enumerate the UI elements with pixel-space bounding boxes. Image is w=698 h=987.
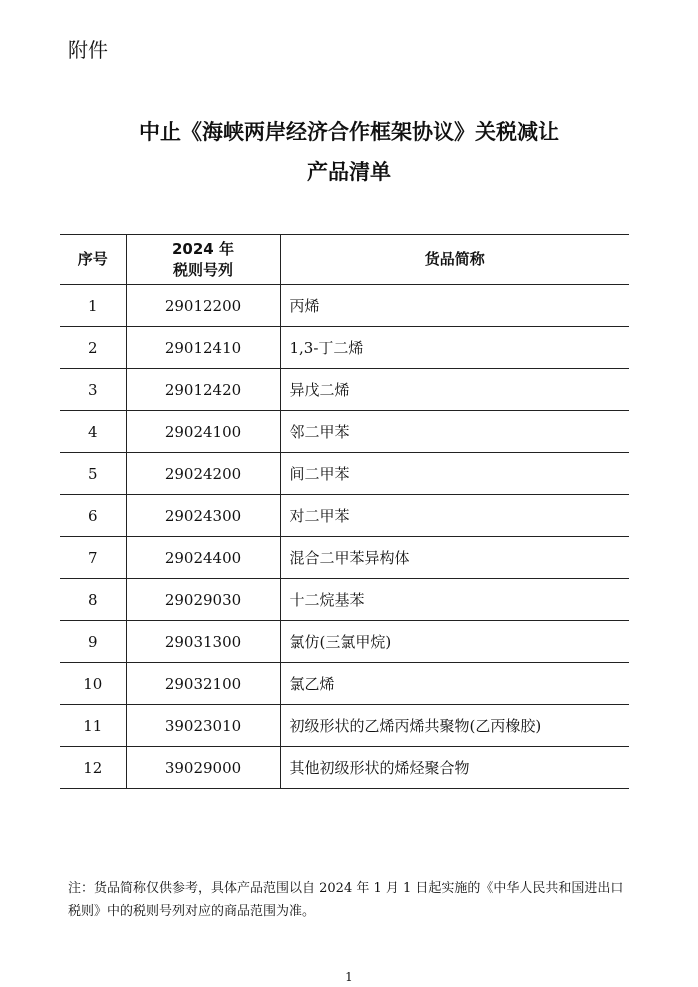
table-row bbox=[60, 327, 629, 369]
table-row bbox=[60, 537, 629, 579]
row-product-name: 初级形状的乙烯丙烯共聚物(乙丙橡胶) bbox=[280, 705, 629, 747]
row-product-name: 异戊二烯 bbox=[280, 369, 629, 411]
row-product-name: 氯仿(三氯甲烷) bbox=[280, 621, 629, 663]
row-tariff-code: 29024200 bbox=[126, 453, 280, 495]
header-product-name: 货品简称 bbox=[280, 235, 629, 285]
row-product-name: 间二甲苯 bbox=[280, 453, 629, 495]
row-index: 10 bbox=[60, 663, 126, 705]
document-title-line2: 产品清单 bbox=[307, 160, 391, 184]
row-tariff-code: 29012410 bbox=[126, 327, 280, 369]
row-product-name: 其他初级形状的烯烃聚合物 bbox=[280, 747, 629, 789]
page-number: 1 bbox=[345, 970, 353, 984]
product-list-table bbox=[60, 234, 629, 789]
table-row bbox=[60, 705, 629, 747]
table-row bbox=[60, 747, 629, 789]
row-tariff-code: 39029000 bbox=[126, 747, 280, 789]
table-row bbox=[60, 369, 629, 411]
header-tariff-code-line1: 2024 年 bbox=[172, 239, 234, 258]
row-index: 4 bbox=[60, 411, 126, 453]
table-row bbox=[60, 453, 629, 495]
row-index: 2 bbox=[60, 327, 126, 369]
table-row bbox=[60, 495, 629, 537]
row-product-name: 混合二甲苯异构体 bbox=[280, 537, 629, 579]
footnote: 注：货品简称仅供参考，具体产品范围以自 2024 年 1 月 1 日起实施的《中华人民共和国进出口税则》中的税则号列对应的商品范围为准。 bbox=[68, 881, 624, 919]
row-index: 11 bbox=[60, 705, 126, 747]
row-tariff-code: 39023010 bbox=[126, 705, 280, 747]
row-tariff-code: 29024300 bbox=[126, 495, 280, 537]
row-tariff-code: 29024400 bbox=[126, 537, 280, 579]
row-product-name: 1,3-丁二烯 bbox=[280, 327, 629, 369]
document-title-line1: 中止《海峡两岸经济合作框架协议》关税减让 bbox=[139, 120, 559, 144]
row-index: 7 bbox=[60, 537, 126, 579]
table-row bbox=[60, 663, 629, 705]
row-product-name: 丙烯 bbox=[280, 285, 629, 327]
table-row bbox=[60, 411, 629, 453]
row-index: 9 bbox=[60, 621, 126, 663]
row-product-name: 氯乙烯 bbox=[280, 663, 629, 705]
row-tariff-code: 29012200 bbox=[126, 285, 280, 327]
table-header-row bbox=[60, 235, 629, 285]
attachment-label: 附件 bbox=[68, 38, 108, 62]
row-tariff-code: 29029030 bbox=[126, 579, 280, 621]
row-index: 12 bbox=[60, 747, 126, 789]
row-product-name: 十二烷基苯 bbox=[280, 579, 629, 621]
table-row bbox=[60, 579, 629, 621]
row-index: 1 bbox=[60, 285, 126, 327]
row-tariff-code: 29012420 bbox=[126, 369, 280, 411]
row-product-name: 对二甲苯 bbox=[280, 495, 629, 537]
row-tariff-code: 29032100 bbox=[126, 663, 280, 705]
row-index: 5 bbox=[60, 453, 126, 495]
table-row bbox=[60, 285, 629, 327]
row-tariff-code: 29031300 bbox=[126, 621, 280, 663]
table-row bbox=[60, 621, 629, 663]
header-tariff-code bbox=[126, 235, 280, 285]
row-product-name: 邻二甲苯 bbox=[280, 411, 629, 453]
row-index: 8 bbox=[60, 579, 126, 621]
header-index: 序号 bbox=[60, 235, 126, 285]
row-index: 6 bbox=[60, 495, 126, 537]
header-tariff-code-line2: 税则号列 bbox=[172, 260, 233, 279]
row-index: 3 bbox=[60, 369, 126, 411]
row-tariff-code: 29024100 bbox=[126, 411, 280, 453]
